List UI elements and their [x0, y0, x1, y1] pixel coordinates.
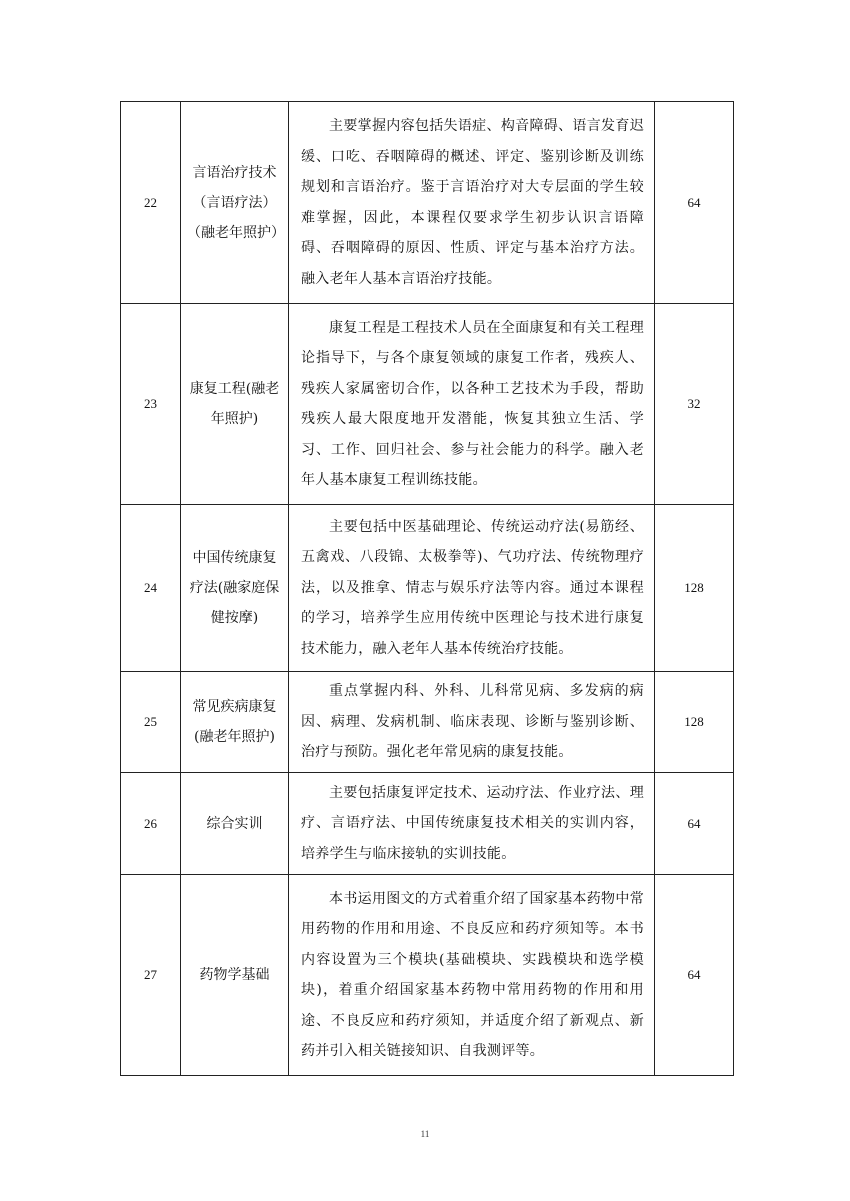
- course-hours: 64: [655, 102, 734, 304]
- course-hours: 128: [655, 505, 734, 672]
- course-description: [289, 672, 655, 773]
- course-number: 24: [121, 505, 181, 672]
- course-description-text: 康复工程是工程技术人员在全面康复和有关工程理论指导下，与各个康复领域的康复工作者，残疾人、残疾人家属密切合作，以各种工艺技术为手段，帮助残疾人最大限度地开发潜能，恢复其独立生活、学习、工作、回归社会、参与社会能力的科学。融入老年人基本康复工程训练技能。: [301, 319, 644, 488]
- course-name: 常见疾病康复(融老年照护): [181, 672, 289, 773]
- course-number: 27: [121, 875, 181, 1076]
- course-table: [120, 101, 734, 1076]
- course-description: [289, 304, 655, 505]
- course-hours: 32: [655, 304, 734, 505]
- course-description-text: 主要包括中医基础理论、传统运动疗法(易筋经、五禽戏、八段锦、太极拳等)、气功疗法、传统物理疗法，以及推拿、情志与娱乐疗法等内容。通过本课程的学习，培养学生应用传统中医理论与技术进行康复技术能力，融入老年人基本传统治疗技能。: [301, 518, 644, 657]
- course-name: 言语治疗技术（言语疗法）（融老年照护）: [181, 102, 289, 304]
- course-number: 25: [121, 672, 181, 773]
- course-hours: 64: [655, 773, 734, 875]
- course-number: 23: [121, 304, 181, 505]
- course-name: 综合实训: [181, 773, 289, 875]
- table-row: [121, 102, 734, 304]
- course-description: [289, 773, 655, 875]
- course-name: 中国传统康复疗法(融家庭保健按摩): [181, 505, 289, 672]
- table-row: [121, 875, 734, 1076]
- course-hours: 64: [655, 875, 734, 1076]
- table-row: [121, 505, 734, 672]
- course-description: [289, 875, 655, 1076]
- course-description-text: 主要掌握内容包括失语症、构音障碍、语言发育迟缓、口吃、吞咽障碍的概述、评定、鉴别诊断及训练规划和言语治疗。鉴于言语治疗对大专层面的学生较难掌握，因此，本课程仅要求学生初步认识言语障碍、吞咽障碍的原因、性质、评定与基本治疗方法。融入老年人基本言语治疗技能。: [301, 118, 644, 287]
- course-description-text: 本书运用图文的方式着重介绍了国家基本药物中常用药物的作用和用途、不良反应和药疗须知等。本书内容设置为三个模块(基础模块、实践模块和选学模块)，着重介绍国家基本药物中常用药物的作用和用途、不良反应和药疗须知，并适度介绍了新观点、新药并引入相关链接知识、自我测评等。: [301, 890, 644, 1059]
- course-name: 药物学基础: [181, 875, 289, 1076]
- course-name: 康复工程(融老年照护): [181, 304, 289, 505]
- course-description-text: 主要包括康复评定技术、运动疗法、作业疗法、理疗、言语疗法、中国传统康复技术相关的实训内容，培养学生与临床接轨的实训技能。: [301, 784, 644, 862]
- table-row: [121, 304, 734, 505]
- course-description: [289, 102, 655, 304]
- course-hours: 128: [655, 672, 734, 773]
- table-row: [121, 672, 734, 773]
- course-number: 26: [121, 773, 181, 875]
- course-description-text: 重点掌握内科、外科、儿科常见病、多发病的病因、病理、发病机制、临床表现、诊断与鉴别诊断、治疗与预防。强化老年常见病的康复技能。: [301, 683, 644, 761]
- course-number: 22: [121, 102, 181, 304]
- page-number: 11: [420, 1129, 430, 1139]
- table-row: [121, 773, 734, 875]
- course-description: [289, 505, 655, 672]
